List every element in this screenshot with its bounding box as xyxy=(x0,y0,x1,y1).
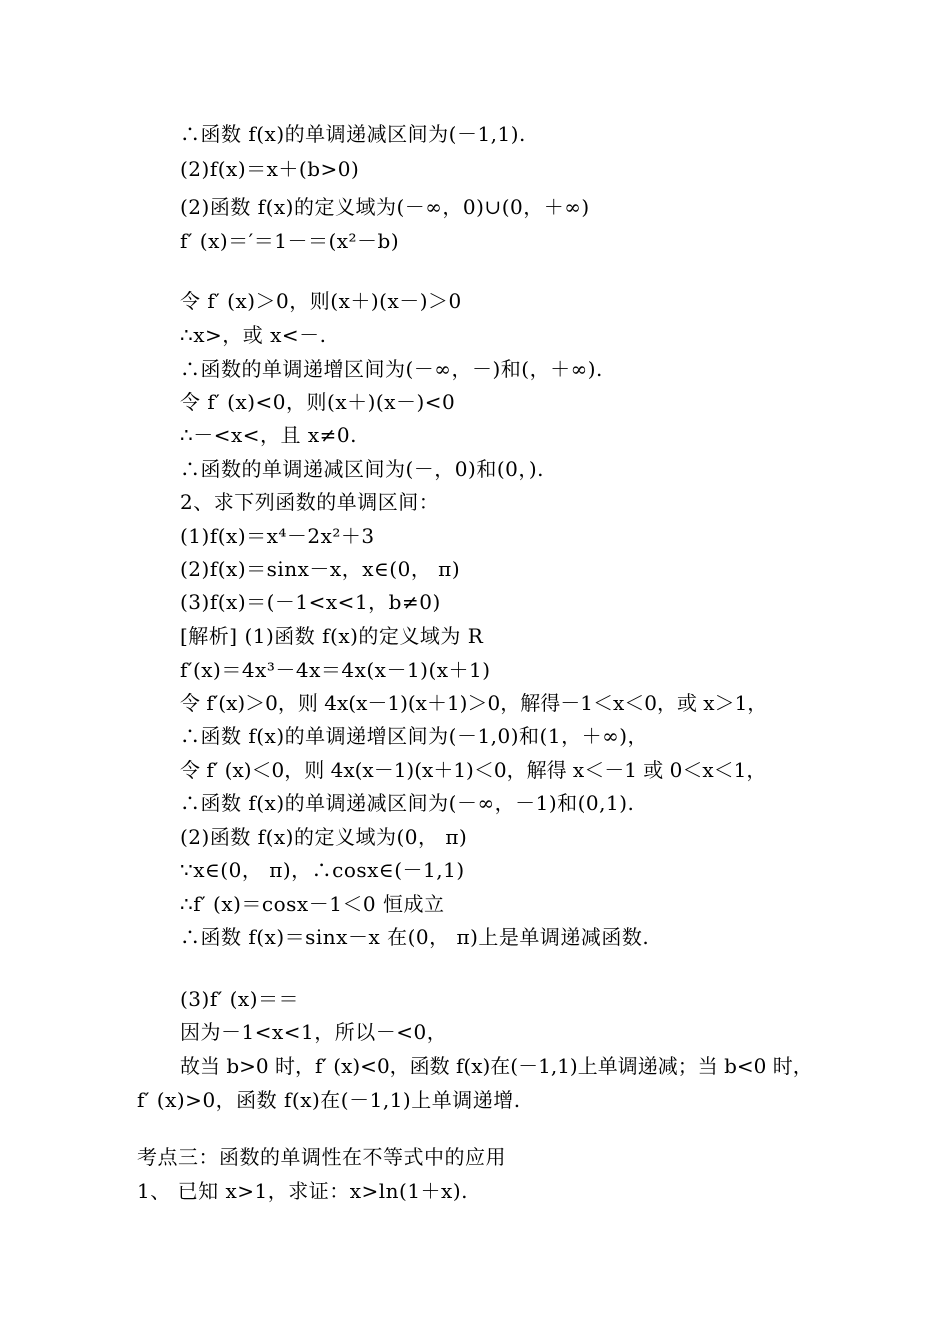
text-line: (1)f(x)＝x⁴－2x²＋3 xyxy=(180,524,375,548)
text-line: ∵x∈(0， π)，∴cosx∈(－1,1) xyxy=(180,858,465,882)
section-heading: 2、求下列函数的单调区间： xyxy=(180,490,440,514)
text-line: (3)f(x)＝(－1<x<1，b≠0) xyxy=(180,590,441,614)
text-line: [解析] (1)函数 f(x)的定义域为 R xyxy=(180,624,484,648)
text-line: (2)函数 f(x)的定义域为(－∞，0)∪(0，＋∞) xyxy=(180,195,590,219)
text-line: f′ (x)>0，函数 f(x)在(－1,1)上单调递增. xyxy=(137,1088,521,1112)
text-line: (3)f′ (x)＝＝ xyxy=(180,987,300,1011)
section-heading: 考点三：函数的单调性在不等式中的应用 xyxy=(137,1145,506,1169)
text-line: ∴函数 f(x)的单调递减区间为(－∞，－1)和(0,1). xyxy=(180,791,635,815)
text-line: ∴－<x<，且 x≠0. xyxy=(180,423,357,447)
text-line: 因为－1<x<1，所以－<0， xyxy=(180,1020,448,1044)
text-line: f′(x)＝4x³－4x＝4x(x－1)(x＋1) xyxy=(180,658,491,682)
text-line: 令 f′(x)＞0，则 4x(x－1)(x＋1)＞0，解得－1＜x＜0，或 x＞1， xyxy=(180,691,768,715)
text-line: ∴x>，或 x<－. xyxy=(180,323,327,347)
text-line: ∴函数 f(x)的单调递减区间为(－1,1). xyxy=(180,122,526,146)
text-line: 故当 b>0 时，f′ (x)<0，函数 f(x)在(－1,1)上单调递减；当 b<0 时， xyxy=(180,1054,813,1078)
text-line: ∴函数的单调递增区间为(－∞，－)和(，＋∞). xyxy=(180,357,603,381)
text-line: (2)函数 f(x)的定义域为(0， π) xyxy=(180,825,468,849)
text-line: ∴函数 f(x)＝sinx－x 在(0， π)上是单调递减函数. xyxy=(180,925,650,949)
text-line: 令 f′ (x)<0，则(x＋)(x－)<0 xyxy=(180,390,456,414)
text-line: 1、 已知 x>1，求证：x>ln(1＋x). xyxy=(137,1179,468,1203)
text-line: 令 f′ (x)＜0，则 4x(x－1)(x＋1)＜0，解得 x＜－1 或 0＜x＜1， xyxy=(180,758,767,782)
text-line: ∴函数 f(x)的单调递增区间为(－1,0)和(1，＋∞)， xyxy=(180,724,649,748)
text-line: ∴f′ (x)＝cosx－1＜0 恒成立 xyxy=(180,892,445,916)
text-line: 令 f′ (x)＞0，则(x＋)(x－)＞0 xyxy=(180,289,462,313)
text-line: (2)f(x)＝sinx－x，x∈(0， π) xyxy=(180,557,461,581)
text-line: (2)f(x)＝x＋(b>0) xyxy=(180,157,360,181)
text-line: ∴函数的单调递减区间为(－，0)和(0，). xyxy=(180,457,545,481)
text-line: f′ (x)＝′＝1－＝(x²－b) xyxy=(180,229,400,253)
